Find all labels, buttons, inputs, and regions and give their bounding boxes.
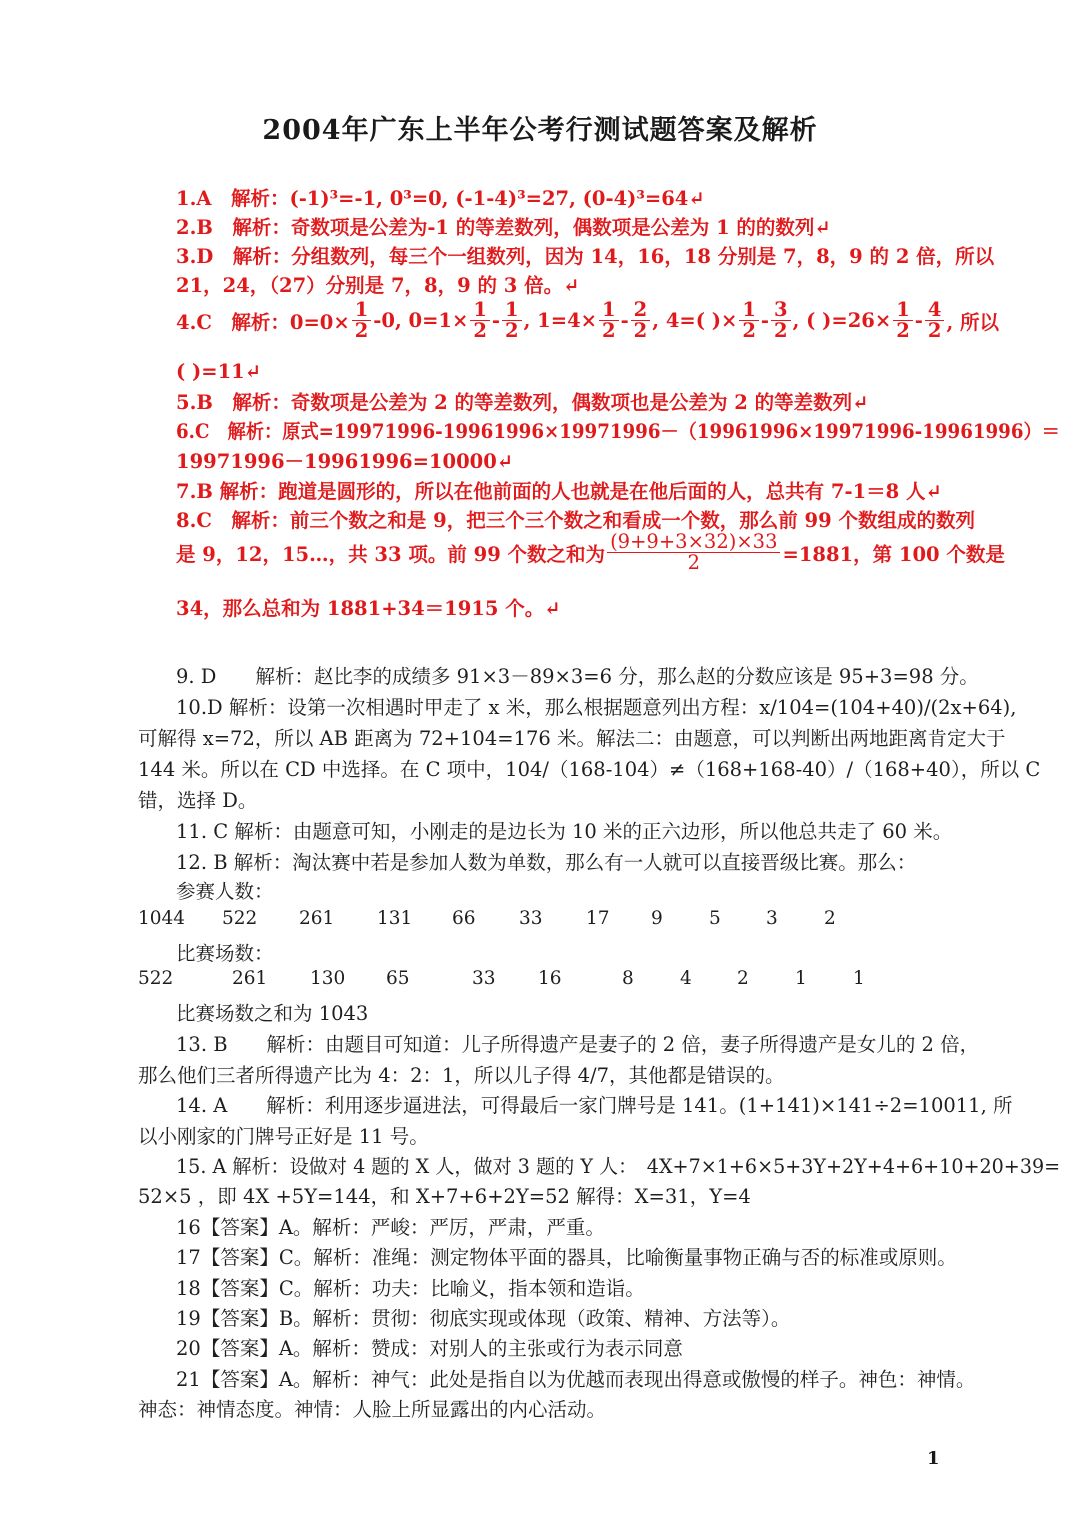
- participant-count: 261: [299, 908, 335, 929]
- q4-part-4: , 1=4×: [523, 309, 597, 333]
- answer-q21-line1: 21【答案】A。解析：神气：此处是指自以为优越而表现出得意或傲慢的样子。神色：神情。: [176, 1368, 976, 1391]
- q4-part-6: , 4=( )×: [652, 309, 738, 333]
- q4-part-9: -: [914, 309, 923, 333]
- answer-q19: 19【答案】B。解析：贯彻：彻底实现或体现（政策、精神、方法等）。: [176, 1307, 791, 1330]
- answer-q3-line1: 3.D 解析：分组数列，每三个一组数列，因为 14，16，18 分别是 7，8，9 的 2 倍，所以: [176, 245, 995, 268]
- match-count: 4: [680, 968, 692, 989]
- q4-part-3: -: [491, 309, 501, 333]
- answer-q12-line1: 12. B 解析：淘汰赛中若是参加人数为单数，那么有一人就可以直接晋级比赛。那么：: [176, 851, 917, 874]
- q4-part-1: 4.C 解析：0=0×: [176, 310, 350, 334]
- participant-count: 3: [766, 908, 778, 929]
- answer-q3-line2: 21，24，（27）分别是 7，8，9 的 3 倍。↵: [176, 274, 580, 297]
- answer-q21-line2: 神态：神情态度。神情：人脸上所显露出的内心活动。: [138, 1398, 607, 1421]
- answer-q13-line1: 13. B 解析：由题目可知道：儿子所得遗产是妻子的 2 倍，妻子所得遗产是女儿的 2 倍，: [176, 1033, 980, 1056]
- q4-part-8: , ( )=26×: [792, 309, 892, 333]
- q4-part-10: , 所以: [946, 310, 1000, 334]
- fraction-1-2: $\frac{1}{2}$: [470, 300, 490, 342]
- participant-count: 33: [519, 908, 543, 929]
- answer-q10-line3: 144 米。所以在 CD 中选择。在 C 项中，104/（168-104）≠（168+168-40）/（168+40），所以 C: [138, 758, 1041, 781]
- match-count: 33: [472, 968, 496, 989]
- match-count: 16: [538, 968, 562, 989]
- answer-q10-line4: 错，选择 D。: [138, 789, 258, 812]
- fraction-1-2: $\frac{1}{2}$: [502, 300, 522, 342]
- participant-count: 2: [824, 908, 836, 929]
- match-count: 65: [386, 968, 410, 989]
- answer-q10-line1: 10.D 解析：设第一次相遇时甲走了 x 米，那么根据题意列出方程：x/104=(104+40)/(2x+64),: [176, 696, 1017, 719]
- answer-q15-line1: 15. A 解析：设做对 4 题的 X 人，做对 3 题的 Y 人： 4X+7×1+6×5+3Y+2Y+4+6+10+20+39=: [176, 1155, 1061, 1178]
- answer-q20: 20【答案】A。解析：赞成：对别人的主张或行为表示同意: [176, 1337, 683, 1360]
- answer-q11: 11. C 解析：由题意可知，小刚走的是边长为 10 米的正六边形，所以他总共走了 60 米。: [176, 820, 953, 843]
- match-count: 8: [622, 968, 634, 989]
- participants-row: [0, 908, 1080, 932]
- answer-q7: 7.B 解析：跑道是圆形的，所以在他前面的人也就是在他后面的人，总共有 7-1＝8 人↵: [176, 480, 942, 503]
- fraction-1-2: $\frac{1}{2}$: [739, 300, 759, 342]
- fraction-1-2: $\frac{1}{2}$: [599, 300, 619, 342]
- match-count: 1: [853, 968, 865, 989]
- answer-q8-line2: [176, 532, 1005, 574]
- answer-q5: 5.B 解析：奇数项是公差为 2 的等差数列，偶数项也是公差为 2 的等差数列↵: [176, 391, 869, 414]
- matches-sum: 比赛场数之和为 1043: [176, 1002, 369, 1025]
- participant-count: 131: [377, 908, 413, 929]
- participant-count: 66: [452, 908, 476, 929]
- participant-count: 1044: [138, 908, 186, 929]
- q4-part-5: -: [620, 309, 629, 333]
- fraction-4-2: $\frac{4}{2}$: [925, 300, 945, 342]
- fraction-1-2: $\frac{1}{2}$: [352, 300, 372, 342]
- match-count: 522: [138, 968, 174, 989]
- match-count: 261: [232, 968, 268, 989]
- answer-q14-line2: 以小刚家的门牌号正好是 11 号。: [138, 1125, 429, 1148]
- participant-count: 522: [222, 908, 258, 929]
- q8-sum-fraction: $\frac{(9+9+3\times 32)\times 33}{2}$: [607, 532, 780, 574]
- answer-q9: 9. D 解析：赵比李的成绩多 91×3－89×3=6 分，那么赵的分数应该是 95+3=98 分。: [176, 665, 979, 688]
- q4-part-7: -: [760, 309, 769, 333]
- answer-q1: 1.A 解析：(-1)³=-1, 0³=0, (-1-4)³=27, (0-4)³=64↵: [176, 187, 705, 210]
- answer-q2: 2.B 解析：奇数项是公差为-1 的等差数列，偶数项是公差为 1 的的数列↵: [176, 216, 831, 239]
- fraction-3-2: $\frac{3}{2}$: [771, 300, 791, 342]
- matches-row: [0, 968, 1080, 992]
- participant-count: 17: [586, 908, 610, 929]
- answer-q10-line2: 可解得 x=72，所以 AB 距离为 72+104=176 米。解法二：由题意，可以判断出两地距离肯定大于: [138, 727, 1006, 750]
- answer-q4-line1: [176, 300, 999, 342]
- match-count: 1: [795, 968, 807, 989]
- answer-q13-line2: 那么他们三者所得遗产比为 4：2：1，所以儿子得 4/7，其他都是错误的。: [138, 1064, 785, 1087]
- answer-q8-line3: 34，那么总和为 1881+34＝1915 个。↵: [176, 597, 561, 620]
- answer-q4-line2: ( )=11↵: [176, 360, 262, 383]
- participant-count: 9: [651, 908, 663, 929]
- match-count: 130: [310, 968, 346, 989]
- participants-label: 参赛人数：: [176, 880, 274, 903]
- match-count: 2: [737, 968, 749, 989]
- fraction-2-2: $\frac{2}{2}$: [631, 300, 651, 342]
- participant-count: 5: [709, 908, 721, 929]
- answer-q15-line2: 52×5 ，即 4X +5Y=144，和 X+7+6+2Y=52 解得：X=31，Y=4: [138, 1185, 751, 1208]
- q8-text-post: =1881，第 100 个数是: [782, 542, 1005, 566]
- answer-q18: 18【答案】C。解析：功夫：比喻义，指本领和造诣。: [176, 1277, 645, 1300]
- answer-q16: 16【答案】A。解析：严峻：严厉，严肃，严重。: [176, 1216, 605, 1239]
- answer-q14-line1: 14. A 解析：利用逐步逼进法，可得最后一家门牌号是 141。(1+141)×141÷2=10011, 所: [176, 1094, 1013, 1117]
- fraction-1-2: $\frac{1}{2}$: [893, 300, 913, 342]
- answer-q17: 17【答案】C。解析：准绳：测定物体平面的器具，比喻衡量事物正确与否的标准或原则。: [176, 1246, 957, 1269]
- answer-q6-line2: 19971996－19961996=10000↵: [176, 450, 514, 473]
- matches-label: 比赛场数：: [176, 942, 274, 965]
- q8-text-pre: 是 9，12，15…，共 33 项。前 99 个数之和为: [176, 542, 606, 566]
- answer-q8-line1: 8.C 解析：前三个数之和是 9，把三个三个数之和看成一个数，那么前 99 个数组成的数列: [176, 509, 975, 532]
- page-title: 2004年广东上半年公考行测试题答案及解析: [262, 115, 818, 146]
- answer-q6-line1: 6.C 解析：原式=19971996-19961996×19971996－（19961996×19971996-19961996）＝: [176, 420, 1060, 443]
- q4-part-2: -0, 0=1×: [373, 309, 469, 333]
- page-number: 1: [927, 1448, 940, 1469]
